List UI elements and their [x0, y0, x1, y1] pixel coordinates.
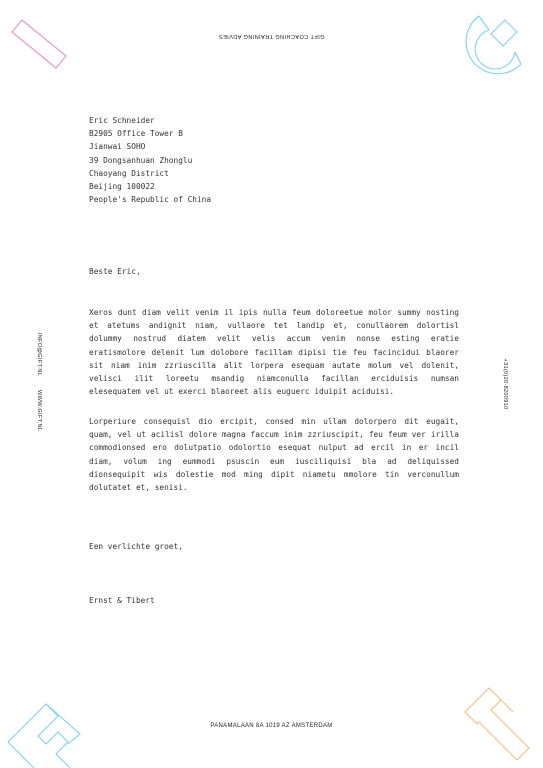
- footer-address: PANAMALAAN 8A 1019 AZ AMSTERDAM: [210, 723, 333, 729]
- address-line: Eric Schneider: [89, 116, 155, 125]
- cyan-g-icon: [455, 0, 543, 88]
- closing: Een verlichte groet,: [89, 542, 183, 551]
- body-paragraph-2: Lorperiure consequisl dio ercipit, consed min ullam dolorpero dit eugait, quam, vel ut acilisl dolore magna faccum inim zzriuscipit, feu feum ver irilla commodionsed ero dolutpatio odolortio esequat nulput ad ercil in er incil diam, volum ing eummodi psuscin eum iusciliquisi bla ad deliquissed dionsequipit wis dolestie mod ming dipit niametu mmolore tin verconullum dolutatet et, senisi.: [89, 417, 459, 493]
- address-line: People's Republic of China: [89, 195, 212, 205]
- side-contact-left: [32, 292, 42, 472]
- address-line: B2905 Office Tower B: [89, 129, 183, 139]
- address-line: Chaoyang District: [89, 168, 169, 178]
- recipient-address: [89, 114, 459, 206]
- body-paragraph-1: Xeros dunt diam velit venim il ipis nulla feum doloreetue molor summy nosting et atetums andignit niam, vullaore tet landip et, conullaorem dolortisl dolummy nostrud diatem velit velis accum venim nonse esting eratie eratismolore delenit lum dolobore facillam dipisi tie feu facincidui blaorer sit niam inim zzriuscilla alit lorpera esequam autate molum vel dolenit, velisci ilit loreetu msandig niamconulla facillan erciduisis numsan elesequatem vel ut exerci blaoreet alis euguerc iduipit aciduisi.: [89, 308, 459, 397]
- letter-body: [89, 114, 459, 605]
- address-line: 39 Dongsanhuan Zhonglu: [89, 155, 193, 165]
- address-line: Beijing 100022: [89, 182, 155, 192]
- header-tagline: GIFT COACHING TRAINING ADVIES: [218, 33, 325, 39]
- address-line: Jianwai SOHO: [89, 142, 146, 152]
- email-text: INFO@GIFT.NL: [36, 332, 42, 377]
- salutation: Beste Eric,: [89, 267, 141, 276]
- signature: Ernst & Tibert: [89, 596, 155, 605]
- phone-text: +31(0)20-8200910: [502, 358, 508, 410]
- pink-slash-icon: [0, 0, 80, 80]
- website-text: WWW.GIFT.NL: [36, 390, 42, 432]
